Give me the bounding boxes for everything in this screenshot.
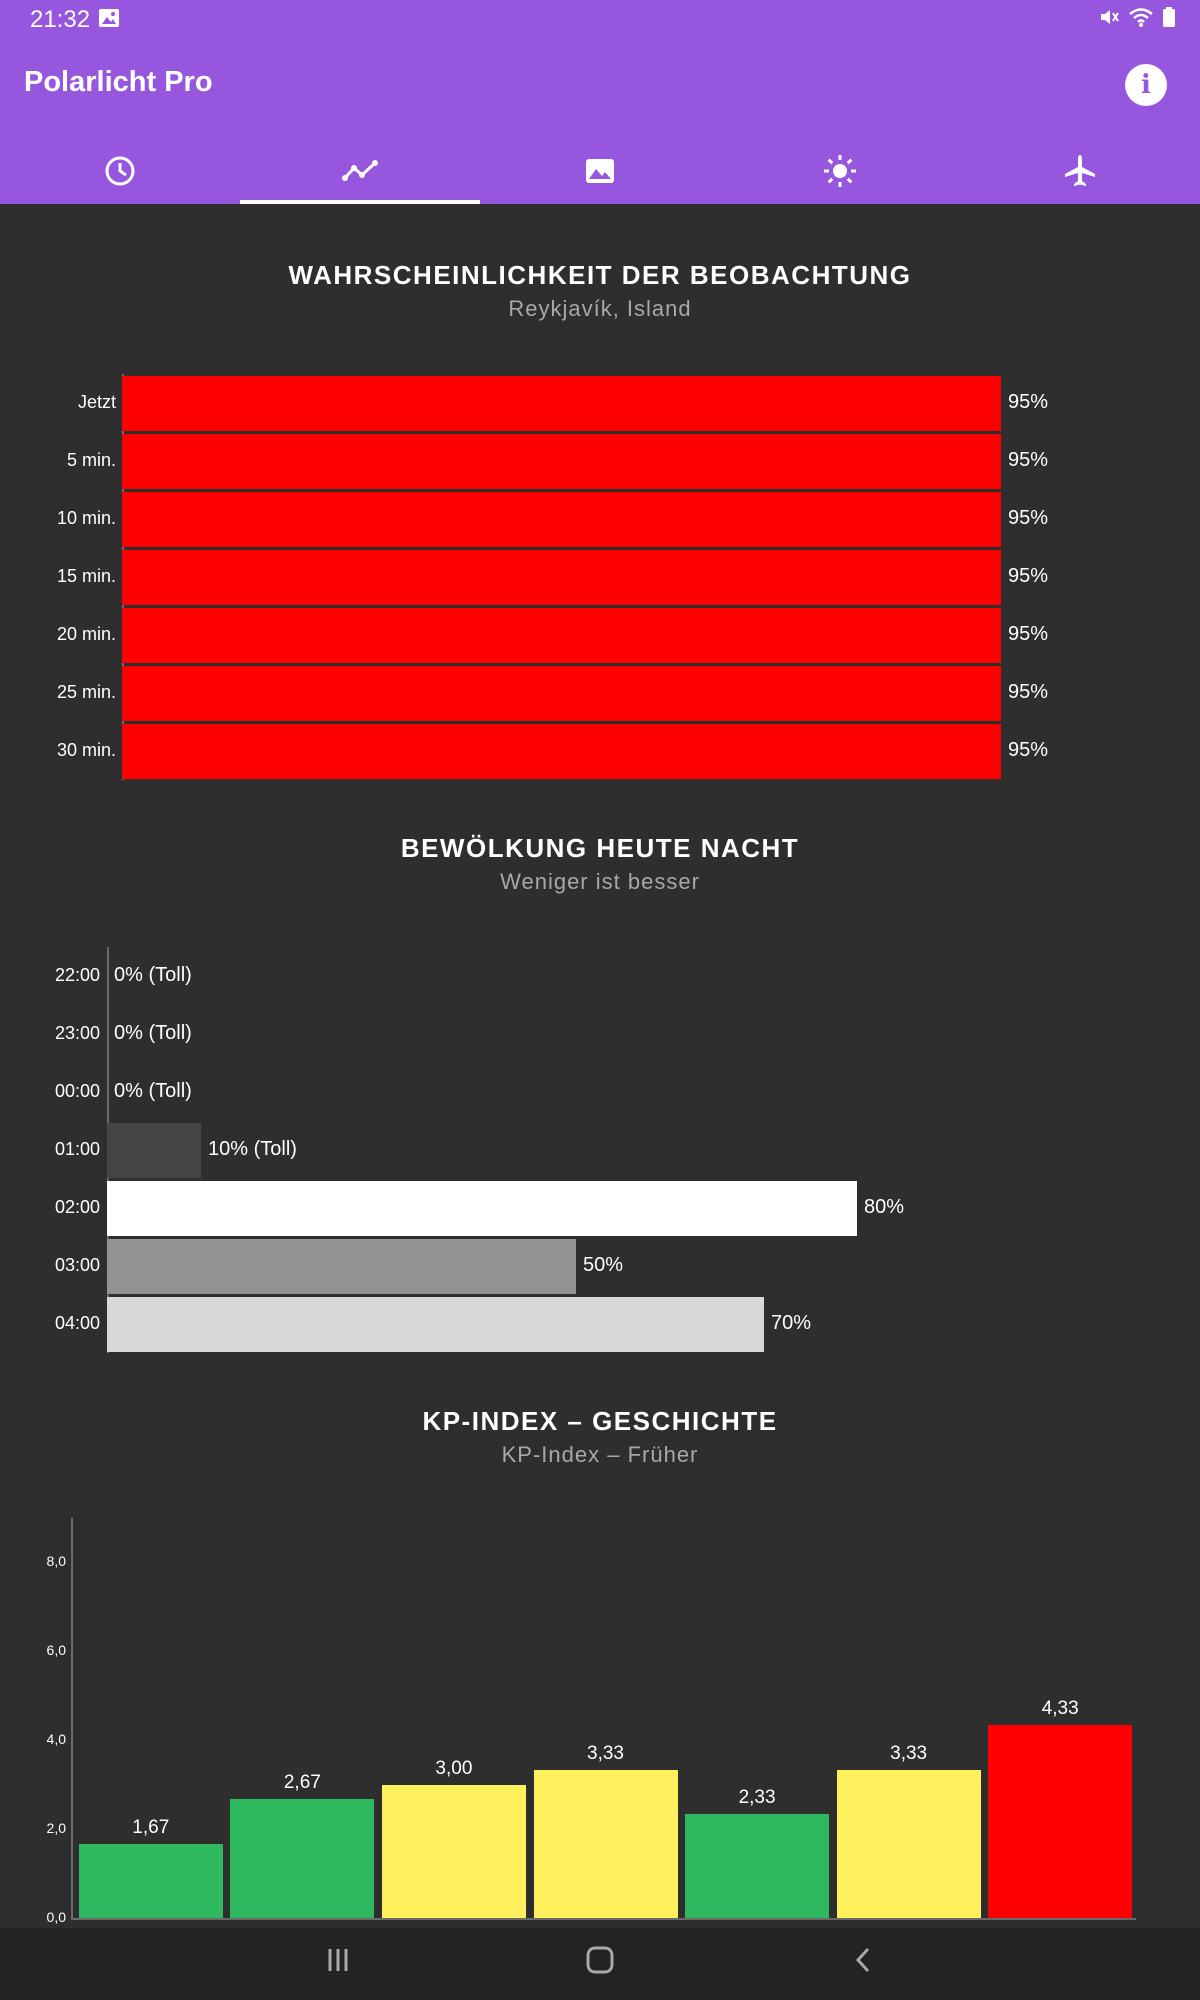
kp-bar	[230, 1799, 374, 1918]
app-bar	[0, 0, 1200, 204]
bar-value-label: 95%	[1008, 507, 1049, 529]
bar-category-label: 5 min.	[66, 450, 116, 470]
bar-value-label: 95%	[1008, 391, 1049, 413]
status-indicators	[1098, 6, 1176, 28]
sun-icon	[822, 153, 858, 189]
bar-value-label: 10% (Toll)	[208, 1138, 297, 1160]
wifi-icon	[1128, 6, 1154, 28]
recent-apps-button[interactable]	[308, 1940, 368, 1980]
chart-line-icon	[341, 154, 379, 188]
bar	[122, 376, 1001, 431]
bar-category-label: 25 min.	[56, 682, 116, 702]
bar-category-label: 00:00	[54, 1081, 100, 1101]
bar	[107, 1123, 201, 1178]
kp-bar	[79, 1844, 223, 1918]
bar-value-label: 0% (Toll)	[114, 1022, 192, 1044]
bar	[107, 1297, 764, 1352]
kp-bar-value-label: 4,33	[1041, 1698, 1079, 1720]
kp-bar	[534, 1770, 678, 1918]
kp-y-tick-label: 2,0	[46, 1820, 66, 1836]
bar-value-label: 95%	[1008, 449, 1049, 471]
bar-category-label: 10 min.	[56, 508, 116, 528]
bar-value-label: 80%	[864, 1196, 905, 1218]
status-time: 21:32	[30, 6, 91, 33]
bar	[107, 1181, 857, 1236]
recent-apps-icon	[323, 1945, 353, 1975]
bar-value-label: 0% (Toll)	[114, 964, 192, 986]
bar-value-label: 95%	[1008, 739, 1049, 761]
battery-icon	[1162, 6, 1176, 28]
bar-category-label: 02:00	[54, 1197, 100, 1217]
bar-category-label: 01:00	[54, 1139, 100, 1159]
bar-category-label: Jetzt	[77, 392, 116, 412]
clouds-title: BEWÖLKUNG HEUTE NACHT	[400, 833, 800, 863]
tab-flight[interactable]	[960, 138, 1200, 204]
bar-category-label: 15 min.	[56, 566, 116, 586]
kp-bar-value-label: 2,67	[283, 1772, 321, 1794]
gallery-notification-icon	[98, 7, 120, 29]
tab-images[interactable]	[480, 138, 720, 204]
bar-value-label: 50%	[583, 1254, 624, 1276]
bar	[122, 434, 1001, 489]
back-icon	[849, 1945, 879, 1975]
bar-value-label: 95%	[1008, 681, 1049, 703]
kp-bar	[988, 1725, 1132, 1918]
kp-y-tick-label: 6,0	[46, 1642, 66, 1658]
status-bar	[0, 0, 1200, 38]
kp-title: KP-INDEX – GESCHICHTE	[422, 1406, 778, 1436]
bar	[122, 550, 1001, 605]
app-title: Polarlicht Pro	[24, 66, 213, 98]
bar	[122, 492, 1001, 547]
kp-y-axis	[71, 1518, 73, 1918]
info-button[interactable]	[1125, 64, 1167, 106]
clock-icon	[103, 154, 137, 188]
kp-bar-value-label: 2,33	[738, 1787, 776, 1809]
bar	[122, 666, 1001, 721]
tab-chart[interactable]	[240, 138, 480, 204]
bar	[122, 724, 1001, 779]
kp-y-tick-label: 0,0	[46, 1909, 66, 1925]
bar-category-label: 22:00	[54, 965, 100, 985]
probability-subtitle: Reykjavík, Island	[508, 296, 692, 321]
back-button[interactable]	[834, 1940, 894, 1980]
bar-value-label: 0% (Toll)	[114, 1080, 192, 1102]
kp-bar-value-label: 1,67	[132, 1816, 170, 1838]
tab-sun[interactable]	[720, 138, 960, 204]
kp-bar-value-label: 3,33	[587, 1742, 624, 1764]
bar-value-label: 70%	[771, 1312, 812, 1334]
bar	[122, 608, 1001, 663]
system-navigation-bar	[0, 1928, 1200, 2000]
image-icon	[583, 154, 617, 188]
mute-icon	[1098, 6, 1120, 28]
kp-y-tick-label: 4,0	[46, 1731, 66, 1747]
kp-bar	[382, 1785, 526, 1919]
kp-subtitle: KP-Index – Früher	[501, 1442, 699, 1467]
bar-category-label: 03:00	[54, 1255, 100, 1275]
probability-title: WAHRSCHEINLICHKEIT DER BEOBACHTUNG	[288, 260, 912, 290]
bar-category-label: 20 min.	[56, 624, 116, 644]
airplane-icon	[1062, 153, 1098, 189]
kp-y-tick-label: 8,0	[46, 1553, 66, 1569]
kp-bar	[837, 1770, 981, 1918]
kp-bar-value-label: 3,00	[435, 1757, 473, 1779]
tab-clock[interactable]	[0, 138, 240, 204]
tab-indicator	[240, 200, 480, 204]
home-button[interactable]	[570, 1940, 630, 1980]
home-icon	[585, 1945, 615, 1975]
kp-bar	[685, 1814, 829, 1918]
info-icon: i	[1141, 70, 1151, 100]
bar	[107, 1239, 576, 1294]
kp-bar-value-label: 3,33	[890, 1742, 928, 1764]
bar-value-label: 95%	[1008, 565, 1049, 587]
bar-value-label: 95%	[1008, 623, 1049, 645]
kp-x-axis	[71, 1918, 1136, 1920]
bar-category-label: 04:00	[54, 1313, 100, 1333]
bar-category-label: 30 min.	[56, 740, 116, 760]
bar-category-label: 23:00	[54, 1023, 100, 1043]
clouds-subtitle: Weniger ist besser	[500, 869, 700, 894]
